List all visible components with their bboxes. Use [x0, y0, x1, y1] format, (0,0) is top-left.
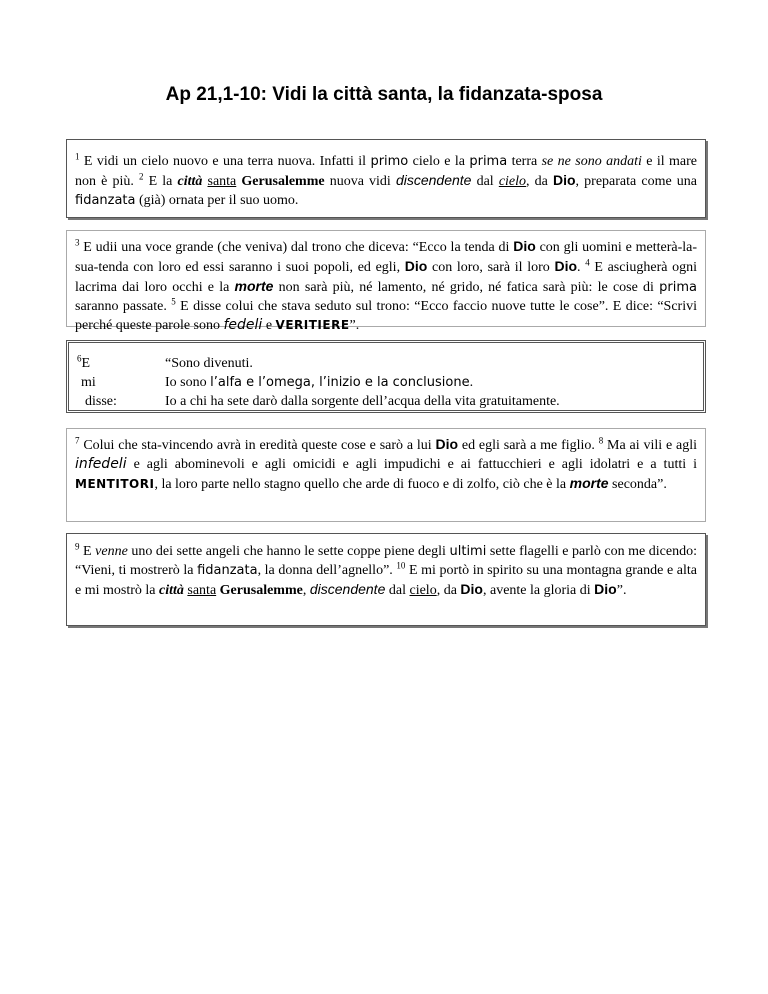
word-dio: Dio [554, 258, 578, 274]
speaker-label [77, 354, 147, 411]
text: , la loro parte nello stagno quello che arde di fuoco e di zolfo, ciò che è la [154, 477, 570, 492]
highlight-ultimi: ultimi [449, 544, 487, 559]
verse-box-3 [66, 340, 706, 413]
verse-box-1 [66, 139, 706, 218]
text: dal [471, 174, 499, 189]
text: E udii una voce grande (che veniva) dal trono che diceva: “Ecco la tenda di [79, 240, 514, 255]
speaker-line-3: disse: [85, 394, 117, 409]
text: E mi portò in spirito su una montagna grande e alta e mi mostrò la [75, 563, 697, 598]
text: nuova vidi [324, 174, 396, 189]
verse-number: 2 [138, 171, 144, 182]
verse-number: 3 [75, 237, 80, 248]
verse-number: 5 [171, 296, 176, 307]
word-dio: Dio [552, 172, 576, 188]
text: ”. [349, 318, 360, 333]
verse-number: 7 [75, 435, 80, 446]
verse-text-9-10 [75, 542, 697, 600]
highlight-primo: primo [370, 154, 409, 169]
word-infedeli: infedeli [75, 456, 127, 472]
word-fedeli: fedeli [223, 317, 263, 333]
text: dal [385, 583, 410, 598]
word-santa: santa [187, 583, 217, 598]
text: e il mare non è più. [75, 154, 698, 189]
text: terra [507, 154, 542, 169]
verse-box-4 [66, 428, 706, 522]
word-discendente: discendente [309, 581, 386, 597]
verse-number: 1 [75, 151, 80, 162]
word-santa: santa [207, 174, 237, 189]
text: E asciugherà ogni lacrima dai loro occhi e la [75, 260, 698, 295]
speech-line-2 [165, 373, 695, 392]
word-dio: Dio [513, 238, 536, 254]
word-morte: morte [569, 475, 609, 491]
text: . [469, 375, 474, 390]
text: E vidi un cielo nuovo e una terra nuova. Infatti il [79, 154, 371, 169]
word-citta: città [159, 583, 184, 598]
speech-line-1: “Sono divenuti. [165, 356, 253, 371]
word-veritiere: VERITIERE [275, 318, 350, 332]
highlight-prima: prima [659, 280, 697, 295]
verse-number: 8 [598, 435, 604, 446]
text: , preparata come una [575, 174, 698, 189]
page-title: Ap 21,1-10: Vidi la città santa, la fidanzata-sposa [165, 84, 603, 105]
text: non sarà più, né lamento, né grido, né fatica sarà più: le cose di [273, 280, 660, 295]
speech-line-3: Io a chi ha sete darò dalla sorgente dell’acqua della vita gratuitamente. [165, 394, 560, 409]
text: uno dei sette angeli che hanno le sette coppe piene degli [127, 544, 450, 559]
text: , la donna dell’agnello”. [257, 563, 397, 578]
text: (già) ornata per il suo uomo. [135, 193, 299, 208]
text: E la [143, 174, 178, 189]
text: seconda”. [608, 477, 667, 492]
verse-number: 4 [585, 257, 590, 268]
highlight-alfa-omega: l’alfa e l’omega, l’inizio e la conclusione [210, 375, 470, 390]
speaker-line-1 [77, 354, 147, 373]
highlight-prima: prima [469, 154, 508, 169]
word-gerusalemme: Gerusalemme [241, 174, 325, 189]
word-venne: venne [95, 544, 128, 559]
quoted-speech [165, 354, 695, 411]
word-dio: Dio [435, 436, 459, 452]
verse-text-3-5 [75, 237, 697, 335]
text: , da [526, 174, 553, 189]
italic-phrase: se ne sono andati [541, 154, 642, 169]
text: , avente la gloria di [482, 583, 595, 598]
text: Ma ai vili e agli [603, 438, 697, 453]
word-cielo: cielo [409, 583, 437, 598]
text: E [81, 356, 91, 371]
word-gerusalemme: Gerusalemme [219, 583, 303, 598]
text: E disse colui che stava seduto sul trono: “Ecco faccio nuove tutte le cose”. E dice: “Scrivi perché queste parole sono [75, 299, 697, 333]
text: ed egli sarà a me figlio. [458, 438, 599, 453]
text: E [79, 544, 96, 559]
text: , [302, 583, 310, 598]
text: con gli uomini e metterà-la-sua-tenda con loro ed essi saranno i suoi popoli, ed egli, [75, 240, 698, 275]
text: sette flagelli e parlò con me dicendo: “Vieni, ti mostrerò la [75, 544, 697, 578]
verse-number: 10 [396, 560, 406, 571]
verse-number: 6 [77, 353, 82, 364]
word-discendente: discendente [395, 172, 472, 188]
word-dio: Dio [404, 258, 428, 274]
verse-text-1-2 [75, 152, 697, 210]
text: Colui che sta-vincendo avrà in eredità queste cose e sarò a lui [79, 438, 436, 453]
verse-box-2 [66, 230, 706, 333]
text: e [262, 318, 276, 333]
word-fidanzata: fidanzata [75, 193, 136, 208]
word-fidanzata: fidanzata [197, 563, 258, 578]
speaker-line-2: mi [81, 375, 96, 390]
text: Io sono [165, 375, 211, 390]
text: . [577, 260, 586, 275]
word-citta: città [177, 174, 203, 189]
word-dio: Dio [460, 581, 483, 597]
verse-box-5 [66, 533, 706, 626]
word-morte: morte [234, 278, 274, 294]
word-cielo: cielo [498, 174, 527, 189]
word-dio: Dio [594, 581, 617, 597]
word-mentitori: MENTITORI [75, 477, 155, 491]
text: e agli abominevoli e agli omicidi e agli impudichi e ai fattucchieri e agli idolatri e a tutti i [126, 457, 697, 472]
text: cielo e la [408, 154, 470, 169]
text: saranno passate. [75, 299, 172, 314]
verse-text-7-8 [75, 435, 697, 494]
text: con loro, sarà il loro [427, 260, 555, 275]
text: , da [436, 583, 461, 598]
verse-number: 9 [75, 541, 80, 552]
text: ”. [616, 583, 627, 598]
